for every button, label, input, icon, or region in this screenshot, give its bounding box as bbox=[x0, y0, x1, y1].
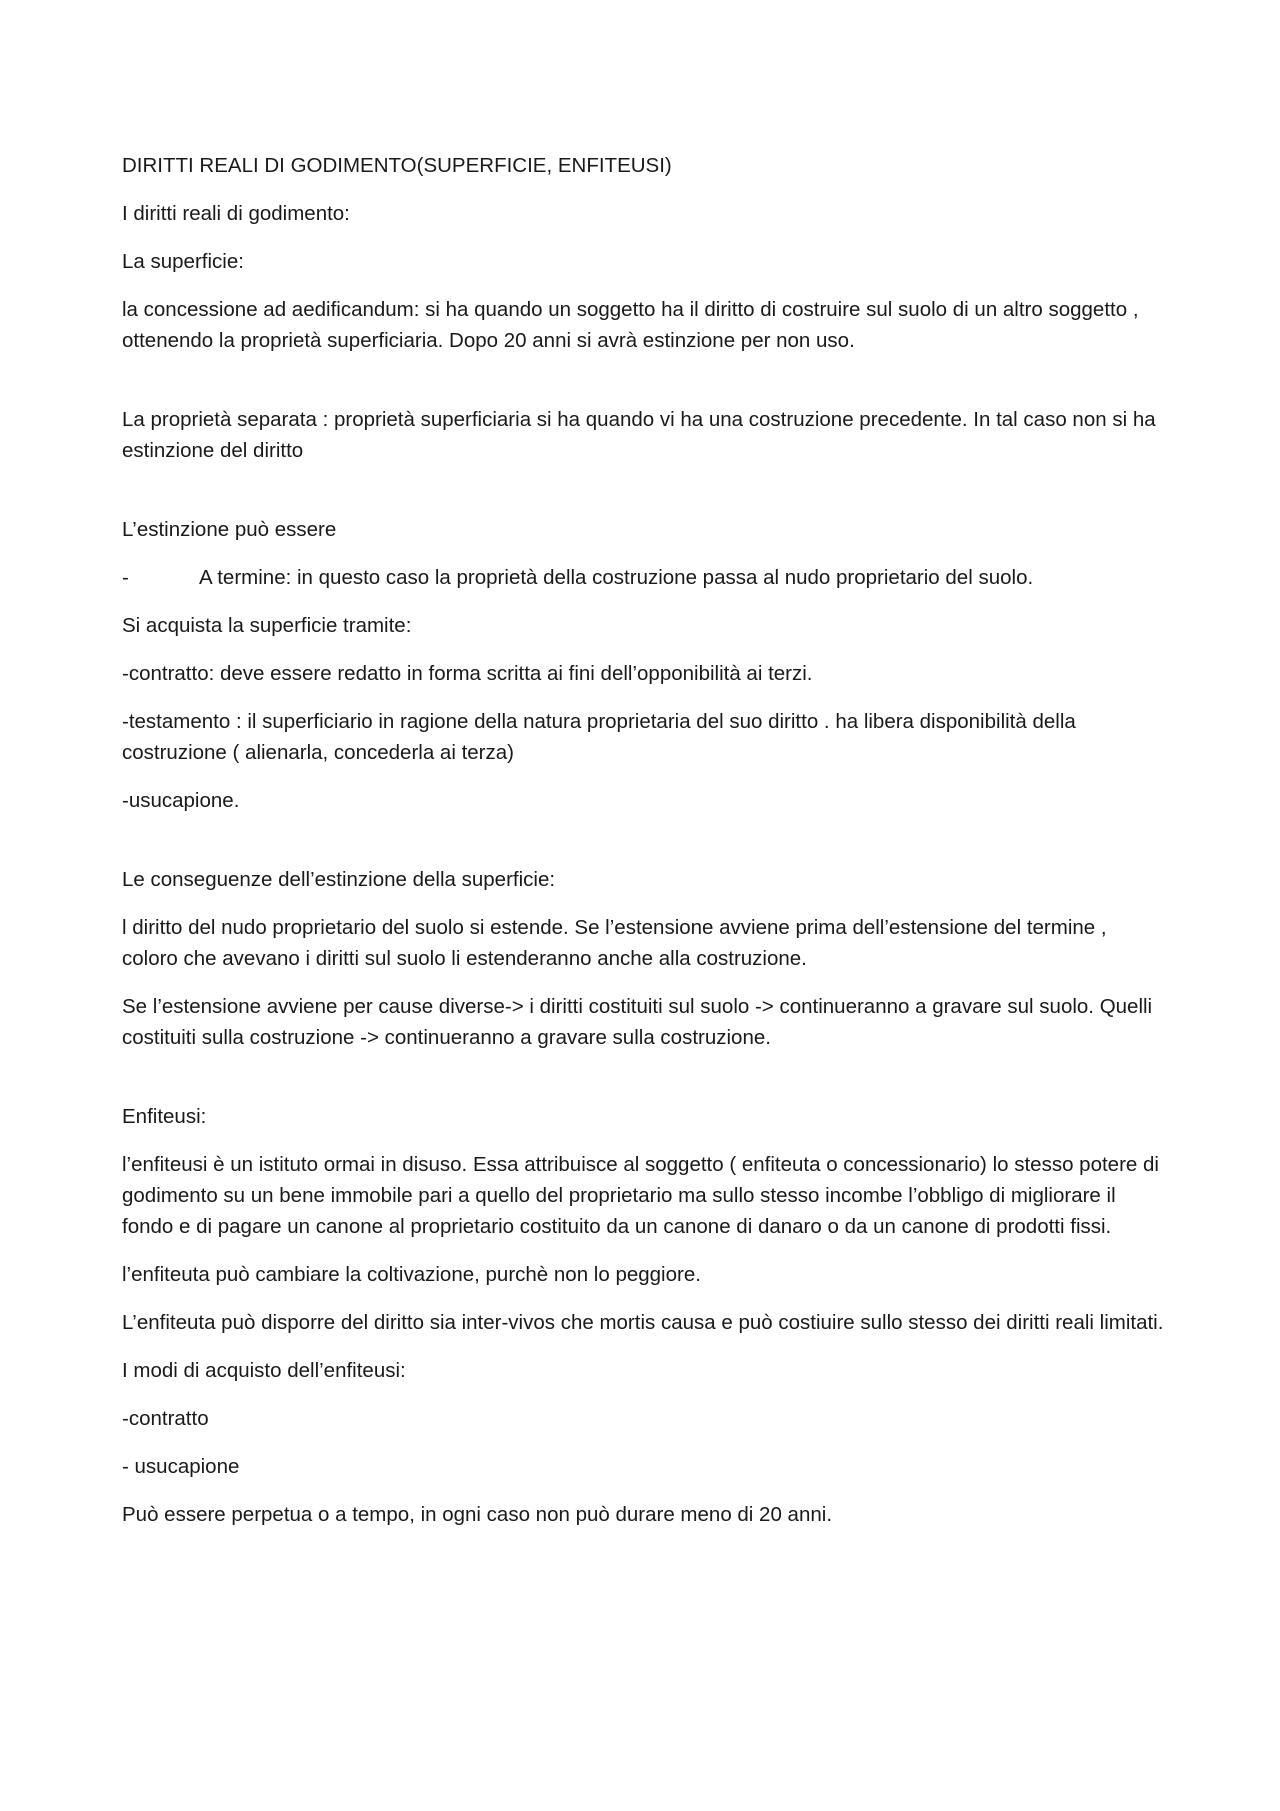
paragraph: -testamento : il superficiario in ragione della natura proprietaria del suo diritto . ha libera disponibilità della costruzione ( alienarla, concederla ai terza) bbox=[122, 710, 1076, 764]
paragraph: I modi di acquisto dell’enfiteusi: bbox=[122, 1359, 406, 1382]
paragraph: l’enfiteuta può cambiare la coltivazione, purchè non lo peggiore. bbox=[122, 1263, 701, 1286]
paragraph: L’estinzione può essere bbox=[122, 518, 337, 541]
paragraph: Si acquista la superficie tramite: bbox=[122, 614, 412, 637]
paragraph: I diritti reali di godimento: bbox=[122, 202, 350, 225]
paragraph: Le conseguenze dell’estinzione della superficie: bbox=[122, 868, 556, 891]
paragraph: Può essere perpetua o a tempo, in ogni caso non può durare meno di 20 anni. bbox=[122, 1503, 833, 1526]
paragraph: l’enfiteusi è un istituto ormai in disuso. Essa attribuisce al soggetto ( enfiteuta o concessionario) lo stesso potere di godimento su un bene immobile pari a quello del proprietario ma sullo stesso incombe l’obbligo di migliorare il fondo e di pagare un canone al proprietario costituito da un canone di danaro o da un canone di prodotti fissi. bbox=[122, 1153, 1159, 1238]
blank-line bbox=[122, 373, 1167, 404]
paragraph: -contratto bbox=[122, 1407, 209, 1430]
blank-line bbox=[122, 833, 1167, 864]
paragraph: la concessione ad aedificandum: si ha quando un soggetto ha il diritto di costruire sul suolo di un altro soggetto , ottenendo la proprietà superficiaria. Dopo 20 anni si avrà estinzione per non uso. bbox=[122, 298, 1139, 352]
paragraph: L’enfiteuta può disporre del diritto sia inter-vivos che mortis causa e può costiuire sullo stesso dei diritti reali limitati. bbox=[122, 1311, 1164, 1334]
section-heading-superficie: La superficie: bbox=[122, 250, 244, 273]
paragraph: Se l’estensione avviene per cause diverse-> i diritti costituiti sul suolo -> continueranno a gravare sul suolo. Quelli costituiti sulla costruzione -> continueranno a gravare sulla costruzione. bbox=[122, 995, 1153, 1049]
blank-line bbox=[122, 1070, 1167, 1101]
bullet-marker: - bbox=[122, 566, 129, 589]
paragraph: -usucapione. bbox=[122, 789, 240, 812]
blank-line bbox=[122, 483, 1167, 514]
paragraph: -contratto: deve essere redatto in forma scritta ai fini dell’opponibilità ai terzi. bbox=[122, 662, 813, 685]
paragraph: La proprietà separata : proprietà superficiaria si ha quando vi ha una costruzione precedente. In tal caso non si ha estinzione del diritto bbox=[122, 408, 1156, 462]
list-item bbox=[122, 562, 1167, 593]
list-item-text: A termine: in questo caso la proprietà della costruzione passa al nudo proprietario del suolo. bbox=[199, 566, 1034, 589]
paragraph: l diritto del nudo proprietario del suolo si estende. Se l’estensione avviene prima dell’estensione del termine , coloro che avevano i diritti sul suolo li estenderanno anche alla costruzione. bbox=[122, 916, 1107, 970]
document-title: DIRITTI REALI DI GODIMENTO(SUPERFICIE, ENFITEUSI) bbox=[122, 154, 672, 177]
document-page bbox=[122, 150, 1167, 1547]
paragraph: - usucapione bbox=[122, 1455, 240, 1478]
section-heading-enfiteusi: Enfiteusi: bbox=[122, 1105, 207, 1128]
